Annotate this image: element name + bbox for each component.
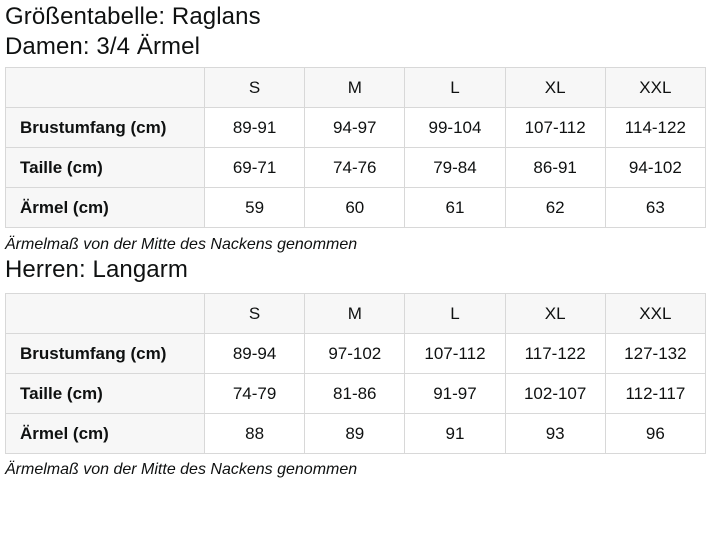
table-row-aermel bbox=[6, 414, 706, 454]
table-cell: 62 bbox=[505, 188, 605, 228]
table-cell: 74-79 bbox=[205, 374, 305, 414]
table-cell: 96 bbox=[605, 414, 705, 454]
size-column-header-xxl: XXL bbox=[605, 68, 705, 108]
table-cell: 97-102 bbox=[305, 334, 405, 374]
table-cell: 81-86 bbox=[305, 374, 405, 414]
table-cell: 94-102 bbox=[605, 148, 705, 188]
size-column-header-s: S bbox=[205, 68, 305, 108]
table-cell: 63 bbox=[605, 188, 705, 228]
table-cell: 88 bbox=[205, 414, 305, 454]
row-label-brustumfang: Brustumfang (cm) bbox=[6, 108, 205, 148]
table-cell: 93 bbox=[505, 414, 605, 454]
size-column-header-l: L bbox=[405, 68, 505, 108]
damen-size-table bbox=[5, 67, 706, 228]
corner-cell bbox=[6, 68, 205, 108]
table-cell: 61 bbox=[405, 188, 505, 228]
table-cell: 112-117 bbox=[605, 374, 705, 414]
table-row-brustumfang bbox=[6, 108, 706, 148]
table-cell: 59 bbox=[205, 188, 305, 228]
size-column-header-xxl: XXL bbox=[605, 294, 705, 334]
row-label-taille: Taille (cm) bbox=[6, 374, 205, 414]
table-cell: 102-107 bbox=[505, 374, 605, 414]
section-heading-damen: Damen: 3/4 Ärmel bbox=[5, 33, 201, 60]
table-cell: 114-122 bbox=[605, 108, 705, 148]
row-label-aermel: Ärmel (cm) bbox=[6, 188, 205, 228]
table-cell: 107-112 bbox=[505, 108, 605, 148]
size-column-header-m: M bbox=[305, 294, 405, 334]
herren-table-note: Ärmelmaß von der Mitte des Nackens genommen bbox=[5, 461, 358, 478]
table-cell: 74-76 bbox=[305, 148, 405, 188]
table-cell: 89-94 bbox=[205, 334, 305, 374]
size-column-header-l: L bbox=[405, 294, 505, 334]
row-label-taille: Taille (cm) bbox=[6, 148, 205, 188]
herren-size-table bbox=[5, 293, 706, 454]
table-cell: 107-112 bbox=[405, 334, 505, 374]
table-cell: 94-97 bbox=[305, 108, 405, 148]
table-row-brustumfang bbox=[6, 334, 706, 374]
row-label-aermel: Ärmel (cm) bbox=[6, 414, 205, 454]
size-column-header-m: M bbox=[305, 68, 405, 108]
table-cell: 86-91 bbox=[505, 148, 605, 188]
corner-cell bbox=[6, 294, 205, 334]
section-damen bbox=[5, 32, 706, 255]
damen-header-row bbox=[6, 68, 706, 108]
table-cell: 69-71 bbox=[205, 148, 305, 188]
table-row-aermel bbox=[6, 188, 706, 228]
table-cell: 91-97 bbox=[405, 374, 505, 414]
herren-header-row bbox=[6, 294, 706, 334]
row-label-brustumfang: Brustumfang (cm) bbox=[6, 334, 205, 374]
section-herren bbox=[5, 255, 706, 480]
table-cell: 89 bbox=[305, 414, 405, 454]
size-column-header-xl: XL bbox=[505, 68, 605, 108]
table-cell: 117-122 bbox=[505, 334, 605, 374]
page-title: Größentabelle: Raglans bbox=[5, 3, 261, 30]
table-row-taille bbox=[6, 374, 706, 414]
damen-table-note: Ärmelmaß von der Mitte des Nackens genommen bbox=[5, 236, 358, 253]
table-row-taille bbox=[6, 148, 706, 188]
table-cell: 91 bbox=[405, 414, 505, 454]
table-cell: 127-132 bbox=[605, 334, 705, 374]
table-cell: 89-91 bbox=[205, 108, 305, 148]
size-column-header-s: S bbox=[205, 294, 305, 334]
table-cell: 79-84 bbox=[405, 148, 505, 188]
section-heading-herren: Herren: Langarm bbox=[5, 256, 188, 283]
table-cell: 60 bbox=[305, 188, 405, 228]
size-column-header-xl: XL bbox=[505, 294, 605, 334]
table-cell: 99-104 bbox=[405, 108, 505, 148]
